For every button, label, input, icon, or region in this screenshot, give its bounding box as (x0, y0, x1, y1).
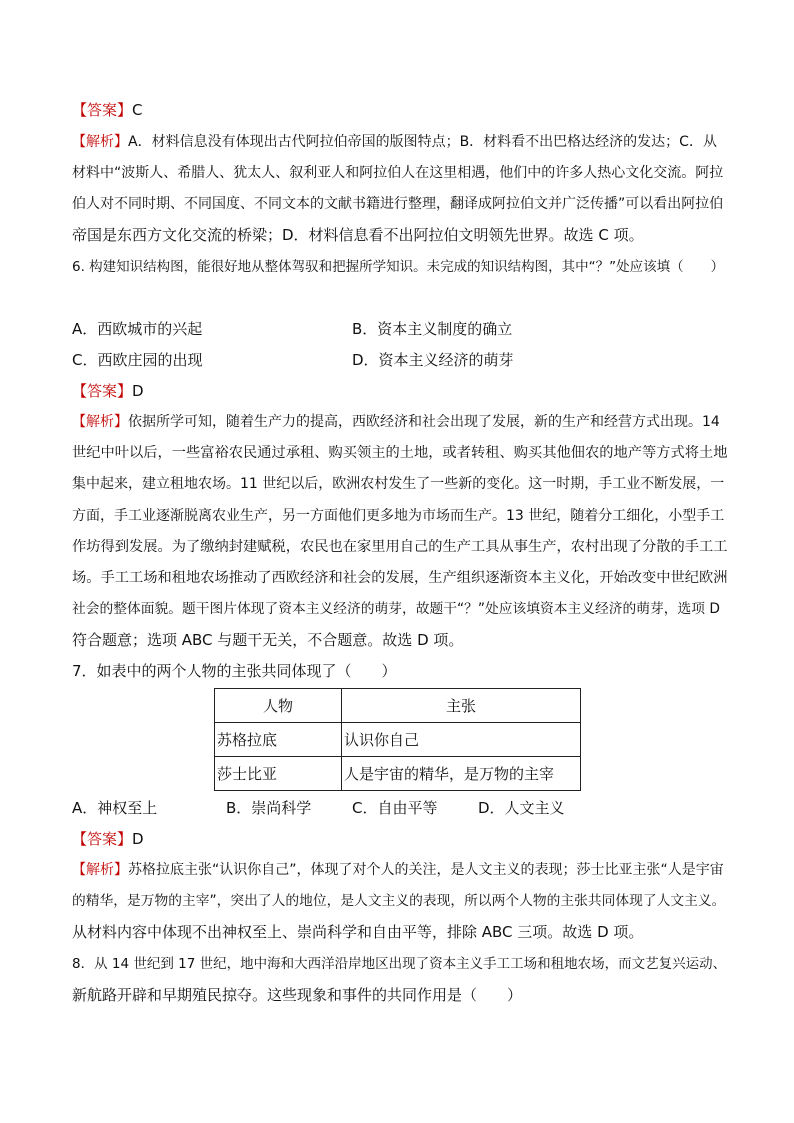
q5-answer (72, 99, 728, 121)
answer-value: D (132, 830, 144, 848)
q7-analysis-line-1 (72, 859, 728, 881)
q6-answer (72, 380, 728, 402)
q6-analysis-line-6: 场。手工工场和租地农场推动了西欧经济和社会的发展，生产组织逐渐资本主义化，开始改变中世纪欧洲 (72, 570, 728, 586)
q6-option-b: B．资本主义制度的确立 (352, 320, 513, 338)
q6-analysis-line-2: 世纪中叶以后，一些富裕农民通过承租、购买领主的土地，或者转租、购买其他佃农的地产等方式将土地 (72, 445, 728, 461)
q6-analysis-line-4: 方面，手工业逐渐脱离农业生产，另一方面他们更多地为市场而生产。13 世纪，随着分工细化，小型手工 (72, 508, 725, 524)
q8-question-line-1: 8．从 14 世纪到 17 世纪，地中海和大西洋沿岸地区出现了资本主义手工工场和租地农场，而文艺复兴运动、 (72, 956, 727, 972)
analysis-tag: 【解析】 (72, 134, 128, 150)
q7-question: 7．如表中的两个人物的主张共同体现了（ ） (72, 662, 397, 680)
q5-analysis-line-1 (72, 131, 728, 153)
table-row (215, 757, 581, 791)
table-cell-person: 苏格拉底 (215, 723, 342, 757)
answer-value: D (132, 382, 144, 400)
table-header-row (215, 689, 581, 723)
q5-analysis-line-2: 材料中“波斯人、希腊人、犹太人、叙利亚人和阿拉伯人在这里相遇，他们中的许多人热心文化交流。阿拉 (72, 165, 724, 181)
q7-analysis-line-2: 的精华，是万物的主宰”，突出了人的地位，是人文主义的表现，所以两个人物的主张共同体现了人文主义。 (72, 893, 726, 909)
answer-tag: 【答案】 (72, 382, 133, 400)
table-cell-claim: 人是宇宙的精华，是万物的主宰 (342, 757, 581, 791)
answer-value: C (132, 101, 143, 119)
q7-option-d: D．人文主义 (478, 799, 565, 817)
q5-analysis-line-3: 伯人对不同时期、不同国度、不同文本的文献书籍进行整理，翻译成阿拉伯文并广泛传播”可以看出阿拉伯 (72, 196, 724, 212)
q5-analysis-line-4: 帝国是东西方文化交流的桥梁；D．材料信息看不出阿拉伯文明领先世界。故选 C 项。 (72, 226, 644, 244)
q7-option-b: B．崇尚科学 (226, 799, 312, 817)
q6-analysis-line-1 (72, 411, 728, 433)
q7-analysis-line-3: 从材料内容中体现不出神权至上、崇尚科学和自由平等，排除 ABC 三项。故选 D 项。 (72, 923, 644, 941)
q7-table (214, 688, 581, 791)
q8-question-line-2: 新航路开辟和早期殖民掠夺。这些现象和事件的共同作用是（ ） (72, 986, 523, 1004)
table-header-person: 人物 (215, 689, 342, 723)
table-row (215, 723, 581, 757)
analysis-text: 依据所学可知，随着生产力的提高，西欧经济和社会出现了发展，新的生产和经营方式出现。14 (128, 414, 720, 430)
table-header-claim: 主张 (342, 689, 581, 723)
table-cell-claim: 认识你自己 (342, 723, 581, 757)
q6-analysis-line-8: 符合题意；选项 ABC 与题干无关，不合题意。故选 D 项。 (72, 631, 464, 649)
q6-analysis-line-7: 社会的整体面貌。题干图片体现了资本主义经济的萌芽，故题干“？”处应该填资本主义经济的萌芽，选项 D (72, 601, 720, 617)
q7-option-a: A．神权至上 (72, 799, 158, 817)
q6-option-a: A．西欧城市的兴起 (72, 320, 203, 338)
q6-option-d: D．资本主义经济的萌芽 (352, 351, 514, 369)
answer-tag: 【答案】 (72, 830, 133, 848)
analysis-tag: 【解析】 (72, 862, 128, 878)
answer-tag: 【答案】 (72, 101, 133, 119)
q6-analysis-line-5: 作坊得到发展。为了缴纳封建赋税，农民也在家里用自己的生产工具从事生产，农村出现了分散的手工工 (72, 539, 728, 555)
q6-analysis-line-3: 集中起来，建立租地农场。11 世纪以后，欧洲农村发生了一些新的变化。这一时期，手工业不断发展，一 (72, 476, 725, 492)
analysis-text: 苏格拉底主张“认识你自己”，体现了对个人的关注，是人文主义的表现；莎士比亚主张“人是宇宙 (128, 862, 724, 878)
analysis-tag: 【解析】 (72, 414, 128, 430)
q7-option-c: C．自由平等 (352, 799, 438, 817)
analysis-text: A．材料信息没有体现出古代阿拉伯帝国的版图特点；B．材料看不出巴格达经济的发达；C．从 (128, 134, 717, 150)
q7-answer (72, 828, 728, 850)
q6-option-c: C．西欧庄园的出现 (72, 351, 203, 369)
q6-question: 6. 构建知识结构图，能很好地从整体驾驭和把握所学知识。未完成的知识结构图，其中“？”处应该填（ ） (72, 259, 725, 275)
table-cell-person: 莎士比亚 (215, 757, 342, 791)
